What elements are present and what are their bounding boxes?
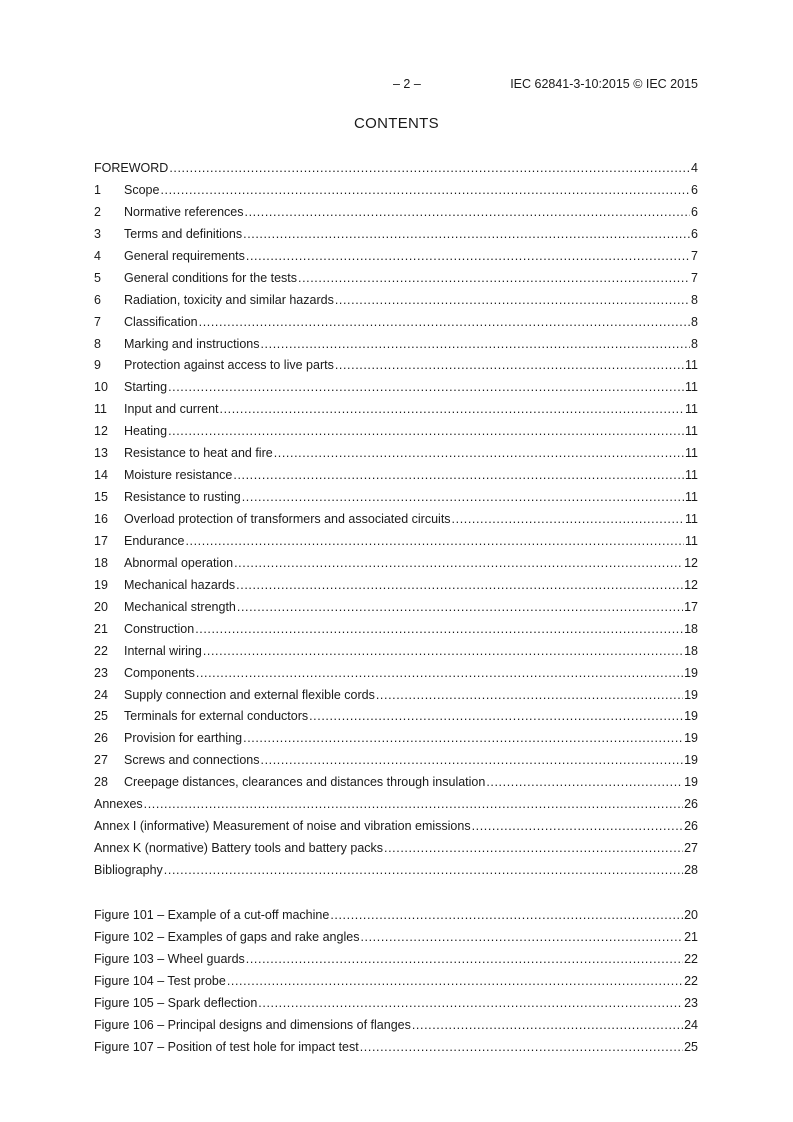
toc-entry-number: 3 bbox=[94, 226, 101, 241]
dot-leader bbox=[243, 728, 683, 750]
page-reference: 20 bbox=[684, 908, 698, 922]
toc-entry-title: Scope bbox=[124, 182, 160, 197]
page-reference: 19 bbox=[684, 665, 698, 680]
toc-entry[interactable] bbox=[94, 246, 698, 268]
toc-entry-number: 26 bbox=[94, 731, 108, 746]
dot-leader bbox=[335, 290, 690, 312]
toc-entry[interactable] bbox=[94, 334, 698, 356]
toc-entry-number: 4 bbox=[94, 248, 101, 263]
dot-leader bbox=[360, 1037, 683, 1059]
toc-entry-title: General requirements bbox=[124, 248, 245, 263]
dot-leader bbox=[472, 816, 684, 838]
page-reference: 11 bbox=[685, 446, 698, 461]
list-of-figures bbox=[94, 905, 698, 1059]
figure-entry[interactable] bbox=[94, 971, 698, 993]
dot-leader bbox=[242, 487, 684, 509]
toc-entry[interactable] bbox=[94, 641, 698, 663]
toc-entry-title: Starting bbox=[124, 380, 168, 395]
dot-leader bbox=[234, 553, 683, 575]
page-reference: 19 bbox=[684, 709, 698, 724]
page-reference: 19 bbox=[684, 753, 698, 768]
figure-entry-title: Figure 106 – Principal designs and dimensions of flanges bbox=[94, 1017, 411, 1032]
toc-entry-number: 17 bbox=[94, 533, 108, 548]
toc-entry-title: Normative references bbox=[124, 204, 244, 219]
page-reference: 22 bbox=[684, 951, 698, 966]
dot-leader bbox=[196, 663, 683, 685]
toc-entry-title: Annexes bbox=[94, 797, 143, 812]
toc-entry[interactable] bbox=[94, 553, 698, 575]
toc-entry[interactable] bbox=[94, 706, 698, 728]
toc-entry[interactable] bbox=[94, 355, 698, 377]
toc-entry-number: 10 bbox=[94, 380, 108, 395]
dot-leader bbox=[160, 180, 690, 202]
toc-entry-number: 1 bbox=[94, 182, 101, 197]
page-reference: 28 bbox=[684, 863, 698, 877]
toc-entry[interactable] bbox=[94, 421, 698, 443]
page-reference: 7 bbox=[691, 248, 698, 263]
toc-entry-title: Radiation, toxicity and similar hazards bbox=[124, 292, 334, 307]
toc-entry-title: Supply connection and external flexible cords bbox=[124, 687, 375, 702]
figure-entry[interactable] bbox=[94, 905, 698, 927]
toc-entry-title: Input and current bbox=[124, 402, 219, 417]
toc-entry[interactable] bbox=[94, 443, 698, 465]
toc-entry-number: 27 bbox=[94, 753, 108, 768]
dot-leader bbox=[203, 641, 683, 663]
page-reference: 22 bbox=[684, 973, 698, 988]
dot-leader bbox=[309, 706, 683, 728]
toc-entry[interactable] bbox=[94, 619, 698, 641]
toc-entry[interactable] bbox=[94, 663, 698, 685]
page-reference: 12 bbox=[684, 577, 698, 592]
figure-entry-title: Figure 103 – Wheel guards bbox=[94, 951, 245, 966]
page-reference: 26 bbox=[684, 797, 698, 812]
dot-leader bbox=[185, 531, 684, 553]
dot-leader bbox=[243, 224, 690, 246]
toc-entry[interactable] bbox=[94, 531, 698, 553]
dot-leader bbox=[236, 575, 683, 597]
toc-entry-title: Annex K (normative) Battery tools and battery packs bbox=[94, 841, 384, 856]
toc-entry-number: 28 bbox=[94, 775, 108, 790]
toc-entry-title: Marking and instructions bbox=[124, 336, 260, 351]
toc-entry[interactable] bbox=[94, 597, 698, 619]
page-reference: 26 bbox=[684, 819, 698, 834]
toc-entry-number: 5 bbox=[94, 270, 101, 285]
figure-entry[interactable] bbox=[94, 993, 698, 1015]
dot-leader bbox=[168, 377, 684, 399]
page-reference: 11 bbox=[685, 358, 698, 373]
toc-entry-title: Bibliography bbox=[94, 863, 163, 877]
dot-leader bbox=[144, 794, 683, 816]
dot-leader bbox=[486, 772, 683, 794]
page-reference: 11 bbox=[685, 512, 698, 526]
toc-entry-number: 25 bbox=[94, 709, 108, 724]
dot-leader bbox=[260, 334, 690, 356]
toc-entry[interactable] bbox=[94, 487, 698, 509]
page-reference: 12 bbox=[684, 555, 698, 570]
toc-entry[interactable] bbox=[94, 838, 698, 860]
page-reference: 19 bbox=[684, 775, 698, 790]
toc-entry[interactable] bbox=[94, 158, 698, 180]
page-reference: 6 bbox=[691, 204, 698, 219]
figure-entry-title: Figure 105 – Spark deflection bbox=[94, 995, 258, 1010]
dot-leader bbox=[237, 597, 683, 619]
dot-leader bbox=[258, 993, 683, 1015]
toc-entry-title: Mechanical hazards bbox=[124, 577, 236, 592]
dot-leader bbox=[246, 949, 683, 971]
page-reference: 18 bbox=[684, 643, 698, 658]
page-reference: 11 bbox=[685, 468, 698, 483]
toc-entry[interactable] bbox=[94, 794, 698, 816]
toc-entry[interactable] bbox=[94, 575, 698, 597]
toc-entry[interactable] bbox=[94, 685, 698, 707]
dot-leader bbox=[274, 443, 684, 465]
toc-entry-title: Construction bbox=[124, 621, 195, 636]
page-reference: 8 bbox=[691, 292, 698, 307]
page-number: – 2 – bbox=[393, 77, 421, 91]
toc-entry[interactable] bbox=[94, 377, 698, 399]
toc-entry-number: 16 bbox=[94, 512, 108, 526]
toc-entry-number: 21 bbox=[94, 621, 108, 636]
dot-leader bbox=[376, 685, 683, 707]
figure-entry[interactable] bbox=[94, 949, 698, 971]
dot-leader bbox=[169, 158, 690, 180]
toc-entry-number: 11 bbox=[94, 402, 107, 417]
figure-entry[interactable] bbox=[94, 927, 698, 949]
page-reference: 11 bbox=[685, 490, 698, 505]
page-header bbox=[94, 77, 698, 93]
figure-entry-title: Figure 102 – Examples of gaps and rake angles bbox=[94, 929, 360, 944]
dot-leader bbox=[335, 355, 684, 377]
dot-leader bbox=[452, 509, 684, 531]
toc-entry-number: 8 bbox=[94, 336, 101, 351]
toc-entry-title: Screws and connections bbox=[124, 753, 260, 768]
toc-entry[interactable] bbox=[94, 202, 698, 224]
toc-entry-number: 7 bbox=[94, 314, 101, 329]
page-reference: 25 bbox=[684, 1039, 698, 1054]
toc-entry-number: 9 bbox=[94, 358, 101, 373]
toc-entry-number: 13 bbox=[94, 446, 108, 461]
toc-entry-title: Classification bbox=[124, 314, 198, 329]
toc-entry-number: 24 bbox=[94, 687, 108, 702]
page-reference: 6 bbox=[691, 182, 698, 197]
toc-entry[interactable] bbox=[94, 268, 698, 290]
dot-leader bbox=[233, 465, 684, 487]
toc-entry-title: Terminals for external conductors bbox=[124, 709, 309, 724]
toc-entry[interactable] bbox=[94, 224, 698, 246]
toc-entry-number: 6 bbox=[94, 292, 101, 307]
toc-entry-title: Components bbox=[124, 665, 195, 680]
standard-identifier: IEC 62841-3-10:2015 © IEC 2015 bbox=[510, 77, 698, 91]
page-reference: 19 bbox=[684, 731, 698, 746]
toc-entry[interactable] bbox=[94, 772, 698, 794]
toc-entry[interactable] bbox=[94, 816, 698, 838]
toc-entry-number: 18 bbox=[94, 555, 108, 570]
dot-leader bbox=[195, 619, 683, 641]
toc-entry[interactable] bbox=[94, 465, 698, 487]
toc-entry-title: Moisture resistance bbox=[124, 468, 233, 483]
toc-entry[interactable] bbox=[94, 399, 698, 421]
page-reference: 18 bbox=[684, 621, 698, 636]
toc-entry-title: Internal wiring bbox=[124, 643, 202, 658]
dot-leader bbox=[261, 750, 684, 772]
figure-entry-title: Figure 101 – Example of a cut-off machine bbox=[94, 908, 330, 922]
toc-entry[interactable] bbox=[94, 860, 698, 882]
toc-entry[interactable] bbox=[94, 180, 698, 202]
toc-entry[interactable] bbox=[94, 509, 698, 531]
toc-entry-title: FOREWORD bbox=[94, 161, 169, 175]
toc-entry-title: Resistance to heat and fire bbox=[124, 446, 273, 461]
toc-entry-number: 12 bbox=[94, 424, 108, 439]
dot-leader bbox=[360, 927, 683, 949]
page-reference: 11 bbox=[685, 533, 698, 548]
page-reference: 7 bbox=[691, 270, 698, 285]
dot-leader bbox=[298, 268, 690, 290]
figure-entry[interactable] bbox=[94, 1037, 698, 1059]
table-of-contents bbox=[94, 158, 698, 882]
page-title: CONTENTS bbox=[354, 115, 439, 132]
toc-entry-title: Endurance bbox=[124, 533, 185, 548]
dot-leader bbox=[330, 905, 683, 927]
page-reference: 19 bbox=[684, 687, 698, 702]
toc-entry-title: Annex I (informative) Measurement of noise and vibration emissions bbox=[94, 819, 471, 834]
toc-entry-title: Protection against access to live parts bbox=[124, 358, 334, 373]
toc-entry-number: 23 bbox=[94, 665, 108, 680]
page-reference: 21 bbox=[684, 929, 698, 944]
figure-entry-title: Figure 107 – Position of test hole for impact test bbox=[94, 1039, 359, 1054]
page-reference: 11 bbox=[685, 402, 698, 417]
toc-entry-number: 14 bbox=[94, 468, 108, 483]
figure-entry-title: Figure 104 – Test probe bbox=[94, 973, 226, 988]
toc-entry-title: Resistance to rusting bbox=[124, 490, 241, 505]
dot-leader bbox=[199, 312, 690, 334]
dot-leader bbox=[246, 246, 690, 268]
toc-entry-number: 15 bbox=[94, 490, 108, 505]
dot-leader bbox=[220, 399, 685, 421]
page-reference: 17 bbox=[684, 599, 698, 614]
toc-entry-title: General conditions for the tests bbox=[124, 270, 298, 285]
toc-entry-number: 22 bbox=[94, 643, 108, 658]
dot-leader bbox=[164, 860, 683, 882]
toc-entry[interactable] bbox=[94, 750, 698, 772]
page-reference: 24 bbox=[684, 1017, 698, 1032]
toc-entry-title: Mechanical strength bbox=[124, 599, 236, 614]
page-reference: 6 bbox=[691, 226, 698, 241]
toc-entry-title: Overload protection of transformers and associated circuits bbox=[124, 512, 451, 526]
toc-entry-title: Provision for earthing bbox=[124, 731, 243, 746]
page-reference: 27 bbox=[684, 841, 698, 856]
page-reference: 11 bbox=[685, 424, 698, 439]
toc-entry-title: Terms and definitions bbox=[124, 226, 243, 241]
page-reference: 8 bbox=[691, 314, 698, 329]
figure-entry[interactable] bbox=[94, 1015, 698, 1037]
toc-entry[interactable] bbox=[94, 290, 698, 312]
toc-entry-number: 2 bbox=[94, 204, 101, 219]
toc-entry-number: 20 bbox=[94, 599, 108, 614]
dot-leader bbox=[227, 971, 683, 993]
dot-leader bbox=[168, 421, 684, 443]
dot-leader bbox=[245, 202, 691, 224]
page-reference: 8 bbox=[691, 336, 698, 351]
toc-entry[interactable] bbox=[94, 728, 698, 750]
dot-leader bbox=[412, 1015, 683, 1037]
dot-leader bbox=[384, 838, 683, 860]
toc-entry-number: 19 bbox=[94, 577, 108, 592]
toc-entry-title: Creepage distances, clearances and distances through insulation bbox=[124, 775, 486, 790]
toc-entry[interactable] bbox=[94, 312, 698, 334]
toc-entry-title: Heating bbox=[124, 424, 168, 439]
page-reference: 23 bbox=[684, 995, 698, 1010]
page-reference: 4 bbox=[691, 161, 698, 175]
page-reference: 11 bbox=[685, 380, 698, 395]
toc-entry-title: Abnormal operation bbox=[124, 555, 234, 570]
